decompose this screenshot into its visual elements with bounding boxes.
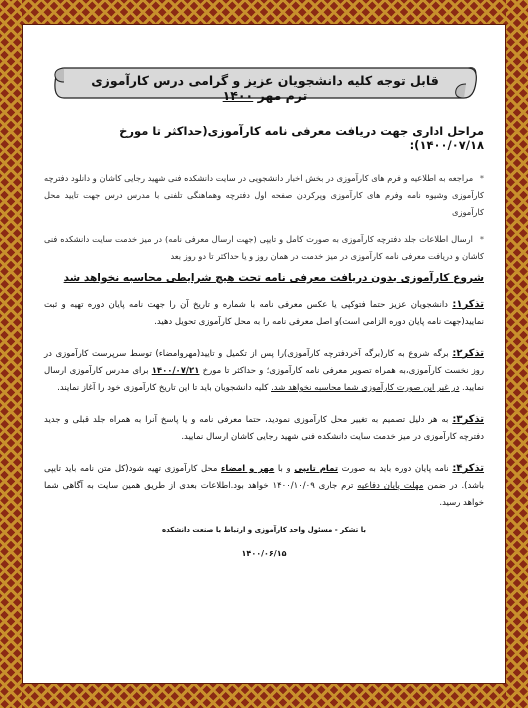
notice-content xyxy=(44,124,484,558)
note-4-text-a: نامه پایان دوره باید به صورت xyxy=(341,464,449,474)
notice-date: ۱۴۰۰/۰۶/۱۵ xyxy=(241,549,287,558)
title-scroll-banner xyxy=(50,60,480,106)
note-4-label: تذکر۴: xyxy=(452,463,485,474)
note-2-label: تذکر۲: xyxy=(452,348,484,359)
note-4-deadline-label: مهلت پایان دفاعیه xyxy=(357,481,424,491)
note-2-text-b: برای مدرس کارآموزی ارسال xyxy=(44,366,149,376)
decorative-border-left xyxy=(0,0,22,708)
note-1 xyxy=(44,296,484,331)
note-1-text: دانشجویان عزیز حتما فتوکپی یا عکس معرفی نامه با شماره و تاریخ آن را جهت نامه پایان دوره تهیه و ثبت نمایید(جهت نامه پایان دوره الزامی است)و اصل معرفی نامه را به محل کارآموزی تحویل دهید. xyxy=(44,300,484,327)
note-2-text-c: نمایید. xyxy=(462,383,484,393)
note-1-label: تذکر۱: xyxy=(452,299,485,310)
title-year: ۱۴۰۰ xyxy=(222,88,254,103)
step-1 xyxy=(44,170,484,221)
note-4-text-d: ترم جاری ۱۴۰۰/۱۰/۰۹ خواهد بود.اطلاعات بعدی از طریق همین سایت به آگاهی شما خواهد رسید. xyxy=(44,481,484,508)
note-3-text: به هر دلیل تصمیم به تغییر محل کارآموزی نمودید، حتما معرفی نامه و یا پاسخ آنرا به همراه جلد قبلی و جدید دفترچه کارآموزی در میز خدمت سایت دانشکده فنی شهید رجایی کاشان ارسال نمایید. xyxy=(44,415,484,442)
steps-heading: مراحل اداری جهت دریافت معرفی نامه کارآموزی(حداکثر تا مورخ ۱۴۰۰/۰۷/۱۸): xyxy=(119,124,484,152)
note-4-typed: تمام تایپی xyxy=(294,464,339,474)
title-text: قابل توجه کلیه دانشجویان عزیز و گرامی درس کارآموزی ترم مهر xyxy=(91,73,439,103)
note-4 xyxy=(44,460,484,512)
note-2-deadline: ۱۴۰۰/۰۷/۲۱ xyxy=(151,366,200,376)
note-2 xyxy=(44,345,484,397)
note-4-text-c: محل کارآموزی تهیه شود(کل متن نامه باید تایپی باشد). در ضمن xyxy=(44,464,485,491)
signature-line: با تشکر - مسئول واحد کارآموزی و ارتباط با صنعت دانشکده xyxy=(161,526,366,534)
note-4-text-b: و با xyxy=(277,464,291,474)
note-3 xyxy=(44,411,484,446)
decorative-border-bottom xyxy=(0,684,528,708)
note-2-text-a: برگه شروع به کار(برگه آخردفترچه کارآموزی)را پس از تکمیل و تایید(مهروامضاء) توسط سرپرست کارآموزی در روز نخست کارآموزی،به همراه تصویر معرفی نامه کارآموزی؛ و حداکثر تا مورخ xyxy=(44,349,485,376)
note-2-text-e: کلیه دانشجویان باید تا این تاریخ کارآموزی خود را آغاز نمایند. xyxy=(57,383,269,393)
asterisk-icon: * xyxy=(479,234,484,244)
step-2 xyxy=(44,231,484,265)
notice-title xyxy=(80,73,450,103)
note-4-stamp: مهر و امضاء xyxy=(221,464,275,474)
note-2-text-d: در غیر این صورت کارآموزی شما محاسبه نخواهد شد. xyxy=(271,383,460,393)
note-3-label: تذکر۳: xyxy=(452,414,485,425)
decorative-border-top xyxy=(0,0,528,24)
step-2-text: ارسال اطلاعات جلد دفترچه کارآموزی به صورت کامل و تایپی (جهت ارسال معرفی نامه) در میز خدمت سایت دانشکده فنی کاشان و دریافت معرفی نامه کارآموزی در میز خدمت در همان روز و یا حداکثر تا دو روز بعد xyxy=(44,234,484,261)
warning-line: شروع کارآموزی بدون دریافت معرفی نامه تحت هیچ شرایطی محاسبه نخواهد شد xyxy=(63,272,484,284)
asterisk-icon: * xyxy=(479,173,484,183)
decorative-border-right xyxy=(506,0,528,708)
step-1-text: مراجعه به اطلاعیه و فرم های کارآموزی در بخش اخبار دانشجویی در سایت دانشکده فنی شهید رجایی کاشان و دانلود دفترچه کارآموزی وشیوه نامه وفرم های کارآموزی وپرکردن صفحه اول دفترچه وهماهنگی تلفنی با مدرس درس جهت تایید محل کارآموزی xyxy=(44,173,484,217)
